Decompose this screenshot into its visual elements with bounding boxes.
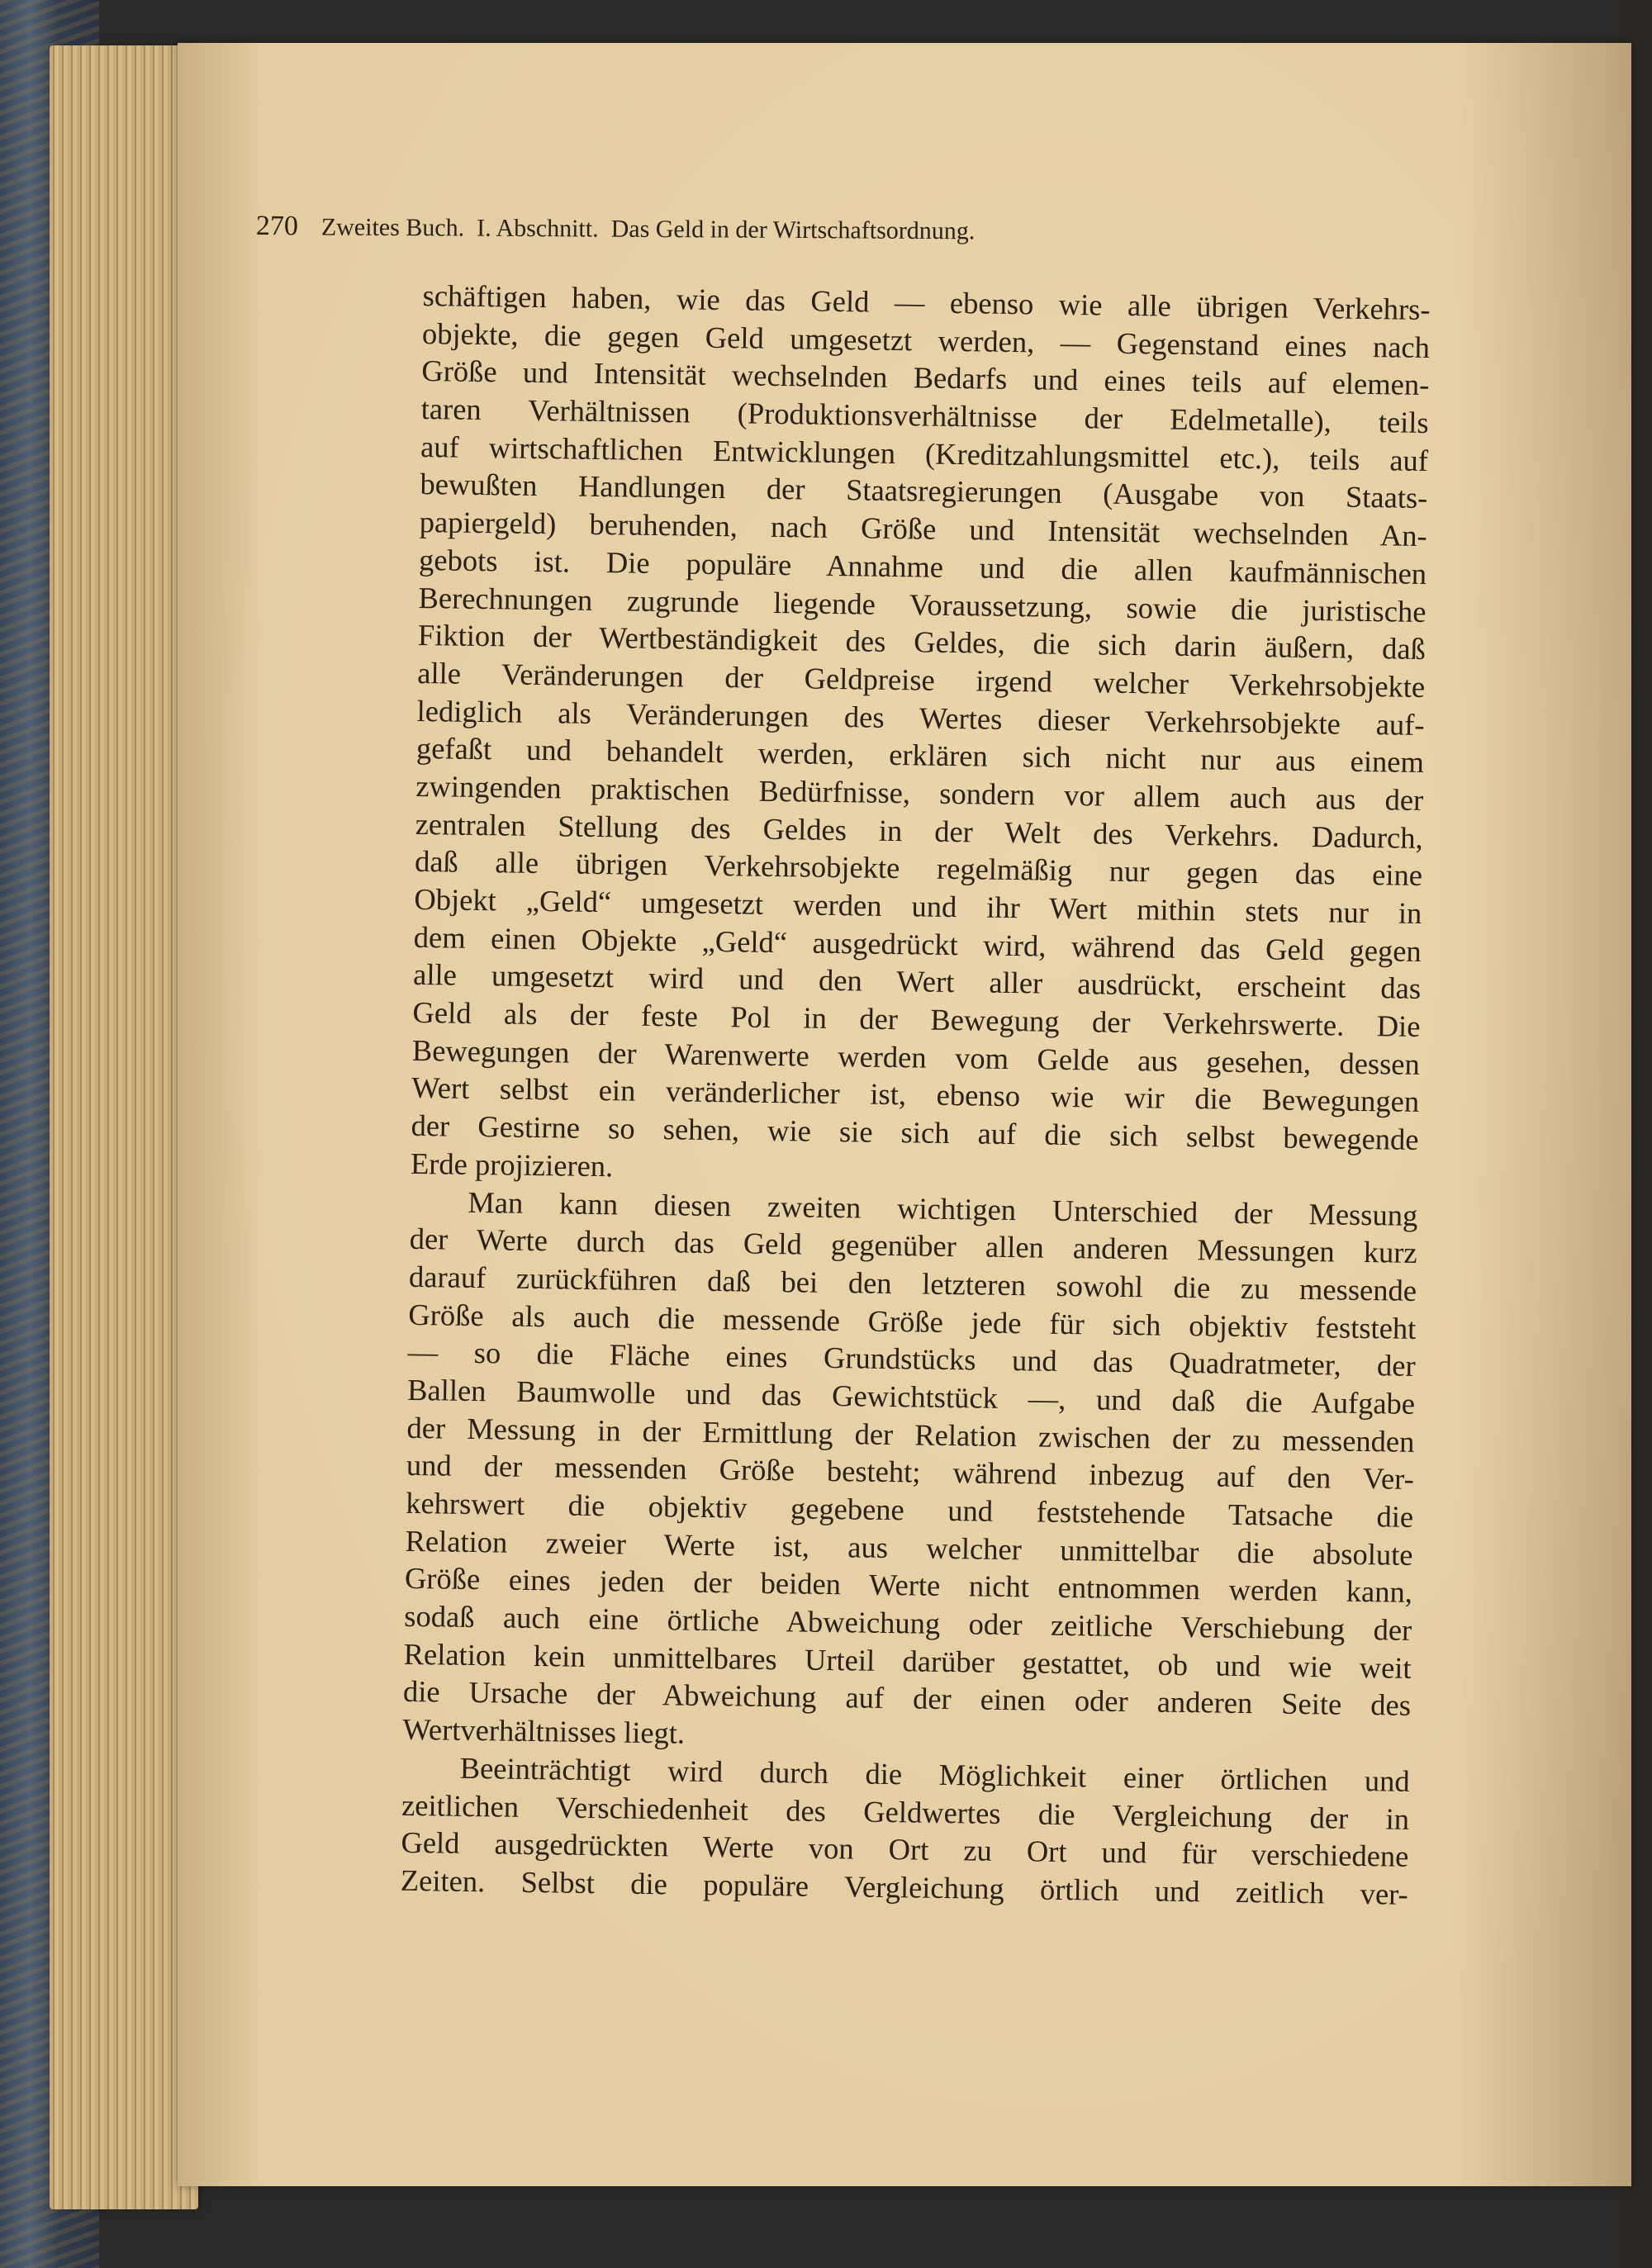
- running-header: [256, 211, 1379, 259]
- text-line: taren Verhältnissen (Produktionsverhältnisse der Edelmetalle), teils: [420, 391, 1429, 440]
- text-line: der Messung in der Ermittlung der Relation zwischen der zu messenden: [406, 1410, 1415, 1459]
- text-line: bewußten Handlungen der Staatsregierungen (Ausgabe von Staats-: [420, 467, 1428, 515]
- text-line: Wertverhältnisses liegt.: [402, 1711, 686, 1750]
- running-title: Zweites Buch. I. Abschnitt. Das Geld in der Wirtschaftsordnung.: [320, 213, 976, 245]
- text-line: Bewegungen der Warenwerte werden vom Gelde aus gesehen, dessen: [411, 1032, 1421, 1081]
- text-line: alle Veränderungen der Geldpreise irgend welcher Verkehrsobjekte: [417, 655, 1426, 704]
- text-line: Geld ausgedrückten Werte von Ort zu Ort und für verschiedene: [401, 1825, 1409, 1874]
- text-line: Berechnungen zugrunde liegende Voraussetzung, sowie die juristische: [418, 580, 1427, 629]
- page-number: 270: [255, 211, 298, 242]
- text-line: der Gestirne so sehen, wie sie sich auf die sich selbst bewegende: [411, 1108, 1419, 1157]
- text-line: zeitlichen Verschiedenheit des Geldwertes die Vergleichung der in: [401, 1787, 1410, 1836]
- text-line: sodaß auch eine örtliche Abweichung oder zeitliche Verschiebung der: [404, 1598, 1412, 1647]
- text-line: Zeiten. Selbst die populäre Vergleichung örtlich und zeitlich ver-: [400, 1862, 1409, 1911]
- text-line: kehrswert die objektiv gegebene und feststehende Tatsache die: [405, 1485, 1414, 1534]
- text-line: die Ursache der Abweichung auf der einen oder anderen Seite des: [402, 1674, 1412, 1723]
- text-line: Ballen Baumwolle und das Gewichtstück —, und daß die Aufgabe: [406, 1372, 1416, 1421]
- text-line: zentralen Stellung des Geldes in der Welt des Verkehrs. Dadurch,: [415, 806, 1423, 855]
- text-line: der Werte durch das Geld gegenüber allen anderen Messungen kurz: [409, 1222, 1417, 1270]
- text-line: Wert selbst ein veränderlicher ist, ebenso wie wir die Bewegungen: [411, 1070, 1420, 1119]
- text-line: Objekt „Geld“ umgesetzt werden und ihr Wert mithin stets nur in: [414, 881, 1422, 930]
- text-line: Erde projizieren.: [410, 1146, 614, 1184]
- text-line: daß alle übrigen Verkehrsobjekte regelmäßig nur gegen das eine: [414, 844, 1423, 893]
- text-line: objekte, die gegen Geld umgesetzt werden, — Gegenstand eines nach: [421, 316, 1431, 364]
- page-edges: [50, 45, 198, 2209]
- text-line: dem einen Objekte „Geld“ ausgedrückt wird, während das Geld gegen: [413, 919, 1422, 968]
- text-line: Größe und Intensität wechselnden Bedarfs und eines teils auf elemen-: [421, 353, 1430, 402]
- text-line: alle umgesetzt wird und den Wert aller ausdrückt, erscheint das: [412, 957, 1422, 1006]
- text-line: papiergeld) beruhenden, nach Größe und Intensität wechselnden An-: [419, 505, 1428, 553]
- text-line: Fiktion der Wertbeständigkeit des Geldes, die sich darin äußern, daß: [417, 618, 1427, 667]
- text-line: Man kann diesen zweiten wichtigen Unterschied der Messung: [468, 1184, 1418, 1232]
- text-line: lediglich als Veränderungen des Wertes dieser Verkehrsobjekte auf-: [416, 693, 1425, 742]
- text-line: — so die Fläche eines Grundstücks und das Quadratmeter, der: [407, 1335, 1416, 1383]
- text-line: schäftigen haben, wie das Geld — ebenso wie alle übrigen Verkehrs-: [422, 278, 1431, 327]
- text-line: Geld als der feste Pol in der Bewegung der Verkehrswerte. Die: [412, 994, 1421, 1044]
- text-line: und der messenden Größe besteht; während inbezug auf den Ver-: [406, 1448, 1415, 1497]
- text-line: gefaßt und behandelt werden, erklären sich nicht nur aus einem: [415, 731, 1425, 780]
- body-text: [401, 277, 1431, 1913]
- text-line: Relation zweier Werte ist, aus welcher unmittelbar die absolute: [405, 1523, 1413, 1572]
- text-line: Beeinträchtigt wird durch die Möglichkeit einer örtlichen und: [459, 1750, 1410, 1798]
- text-line: Relation kein unmittelbares Urteil darüber gestattet, ob und wie weit: [403, 1636, 1412, 1685]
- text-line: Größe als auch die messende Größe jede für sich objektiv feststeht: [408, 1297, 1417, 1345]
- text-line: darauf zurückführen daß bei den letzteren sowohl die zu messende: [408, 1259, 1417, 1307]
- text-line: gebots ist. Die populäre Annahme und die allen kaufmännischen: [418, 542, 1427, 591]
- text-line: auf wirtschaftlichen Entwicklungen (Kreditzahlungsmittel etc.), teils auf: [420, 429, 1429, 477]
- text-line: Größe eines jeden der beiden Werte nicht entnommen werden kann,: [404, 1561, 1413, 1610]
- text-line: zwingenden praktischen Bedürfnisse, sondern vor allem auch aus der: [415, 768, 1424, 817]
